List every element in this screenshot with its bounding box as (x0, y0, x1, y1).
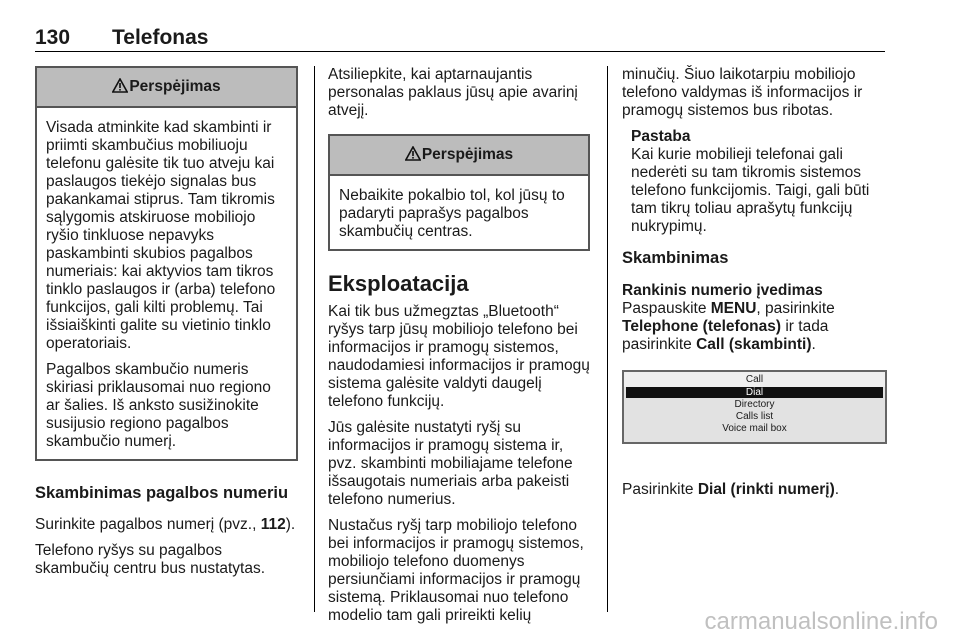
warning-title: Perspėjimas (129, 78, 221, 95)
call-menu-screenshot (622, 370, 887, 444)
screen-item-directory[interactable]: Directory (734, 399, 775, 410)
paragraph: minučių. Šiuo laikotarpiu mobiliojo telefono valdymas iš informacijos ir pramogų sistemos bus ribotas. (622, 66, 863, 119)
warning-box-1 (35, 66, 298, 461)
warning-title: Perspėjimas (421, 146, 514, 163)
column-1 (35, 66, 298, 586)
paragraph: Atsiliepkite, kai aptarnaujantis personalas paklaus jūsų apie avarinį atvejį. (328, 66, 578, 119)
warning-icon (405, 146, 421, 161)
section-heading-emergency: Skambinimas pagalbos numeriu (35, 484, 289, 502)
text: , pasirinkite (756, 300, 835, 317)
text: ). (285, 516, 296, 533)
warning-body (37, 108, 296, 459)
column-divider-1 (314, 66, 315, 612)
warning-icon (112, 78, 128, 93)
paragraph: Telefono ryšys su pagalbos skambučių centru bus nustatytas. (35, 542, 266, 577)
text: . (834, 481, 840, 498)
warning-header (37, 68, 296, 108)
warning-paragraph: Pagalbos skambučio numeris skiriasi priklausomai nuo regiono ar šalies. Iš anksto susižinokite susijusio regiono pagalbos skambučio numerį. (46, 361, 271, 450)
watermark: carmanualsonline.info (704, 608, 938, 635)
warning-paragraph: Visada atminkite kad skambinti ir priimti skambučius mobiliuoju telefonu galėsite tik tuo atveju kai paslaugos tiekėjo signalas bus pakankamai stiprus. Tam tikromis sąlygomis atskiruose mobiliojo ryšio tinkluose nepavyks paskambinti skubios pagalbos numeriais: kai aktyvios tam tikros tinklo paslaugos ir (arba) telefono funkcijos, gali kilti problemų. Tai išsiaiškinti galite su vietinio tinklo operatoriais. (46, 119, 276, 352)
screen-title: Call (624, 372, 885, 387)
column-divider-2 (607, 66, 608, 612)
paragraph: Kai tik bus užmegztas „Bluetooth“ ryšys tarp jūsų mobiliojo telefono bei informacijos ir pramogų sistemos, naudodamiesi informacijos ir pramogų sistema galėsite valdyti daugelį telefono funkcijų. (328, 303, 590, 410)
text: ir tada pasirinkite (622, 318, 829, 353)
header-rule (35, 51, 885, 52)
warning-paragraph: Nebaikite pokalbio tol, kol jūsų to padaryti paprašys pagalbos skambučių centras. (339, 187, 565, 240)
screen-item-dial[interactable]: Dial (626, 387, 883, 398)
instruction-paragraph (622, 300, 885, 354)
paragraph (35, 516, 298, 534)
text: Pasirinkite (622, 481, 698, 498)
text: Paspauskite (622, 300, 711, 317)
paragraph: Nustačus ryšį tarp mobiliojo telefono bei informacijos ir pramogų sistemos, mobiliojo telefono duomenys persiunčiami informacijos ir pramogų sistemą. Priklausomai nuo telefono modelio tam gali prireikti kelių (328, 517, 584, 624)
text: Surinkite pagalbos numerį (pvz., (35, 516, 261, 533)
screen-item-calls-list[interactable]: Calls list (735, 411, 774, 422)
menu-label: MENU (710, 300, 757, 317)
page-title: Telefonas (112, 26, 209, 49)
paragraph (622, 481, 885, 499)
warning-header (330, 136, 588, 176)
text: . (811, 336, 816, 353)
telephone-label: Telephone (telefonas) (622, 318, 782, 335)
screen-item-voice-mail[interactable]: Voice mail box (722, 423, 787, 434)
section-heading-calling: Skambinimas (622, 249, 729, 267)
call-label: Call (skambinti) (696, 336, 812, 353)
note-body: Kai kurie mobilieji telefonai gali nederėti su tam tikromis sistemos telefono funkcijomis. Taigi, gali būti tam tikrų toliau aprašytų funkcijų nukrypimų. (631, 146, 870, 235)
page-header (35, 26, 885, 50)
column-2 (328, 66, 590, 633)
warning-body (330, 176, 588, 249)
page-number: 130 (35, 26, 71, 49)
warning-box-2 (328, 134, 590, 251)
note-title: Pastaba (631, 128, 691, 145)
dial-label: Dial (rinkti numerį) (697, 481, 835, 498)
note (622, 128, 885, 236)
subheading-manual-dial: Rankinis numerio įvedimas (622, 282, 823, 299)
emergency-number: 112 (260, 516, 286, 533)
paragraph: Jūs galėsite nustatyti ryšį su informacijos ir pramogų sistema ir, pvz. skambinti mobiliajame telefone išsaugotais numeriais arba pakeisti telefono numerius. (328, 419, 573, 508)
column-3 (622, 66, 885, 507)
section-heading-operation: Eksploatacija (328, 271, 469, 296)
